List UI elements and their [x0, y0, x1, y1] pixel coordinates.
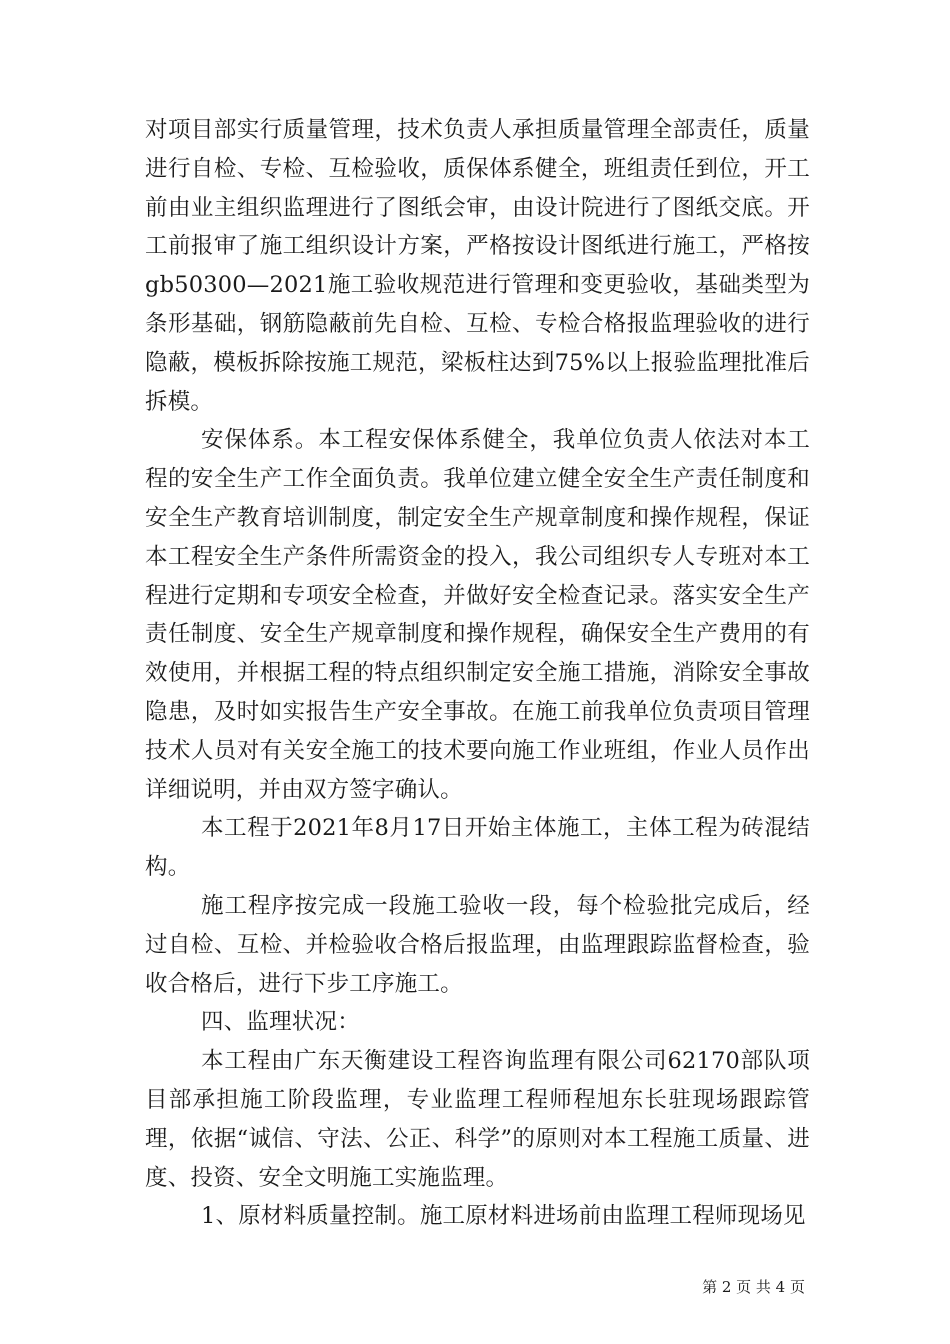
paragraph-quality-management: 对项目部实行质量管理，技术负责人承担质量管理全部责任，质量进行自检、专检、互检验收，质保体系健全，班组责任到位，开工前由业主组织监理进行了图纸会审，由设计院进行了图纸交底。开工前报审了施工组织设计方案，严格按设计图纸进行施工，严格按gb50300—2021施工验收规范进行管理和变更验收，基础类型为条形基础，钢筋隐蔽前先自检、互检、专检合格报监理验收的进行隐蔽，模板拆除按施工规范，梁板柱达到75%以上报验监理批准后拆模。 [145, 117, 810, 415]
paragraph-construction-start: 本工程于2021年8月17日开始主体施工，主体工程为砖混结构。 [145, 815, 810, 881]
paragraph-material-control: 1、原材料质量控制。施工原材料进场前由监理工程师现场见 [201, 1203, 806, 1230]
page-number-footer: 第 2 页 共 4 页 [702, 1278, 805, 1296]
paragraph-construction-procedure: 施工程序按完成一段施工验收一段，每个检验批完成后，经过自检、互检、并检验收合格后报监理，由监理跟踪监督检查，验收合格后，进行下步工序施工。 [145, 892, 810, 997]
paragraph-supervision-company: 本工程由广东天衡建设工程咨询监理有限公司62170部队项目部承担施工阶段监理，专业监理工程师程旭东长驻现场跟踪管理，依据“诚信、守法、公正、科学”的原则对本工程施工质量、进度、投资、安全文明施工实施监理。 [145, 1048, 810, 1191]
section-heading-supervision: 四、监理状况： [201, 1009, 360, 1036]
paragraph-safety-system: 安保体系。本工程安保体系健全，我单位负责人依法对本工程的安全生产工作全面负责。我单位建立健全安全生产责任制度和安全生产教育培训制度，制定安全生产规章制度和操作规程，保证本工程安全生产条件所需资金的投入，我公司组织专人专班对本工程进行定期和专项安全检查，并做好安全检查记录。落实安全生产责任制度、安全生产规章制度和操作规程，确保安全生产费用的有效使用，并根据工程的特点组织制定安全施工措施，消除安全事故隐患，及时如实报告生产安全事故。在施工前我单位负责项目管理技术人员对有关安全施工的技术要向施工作业班组，作业人员作出详细说明，并由双方签字确认。 [145, 427, 810, 803]
document-body [145, 111, 810, 1236]
